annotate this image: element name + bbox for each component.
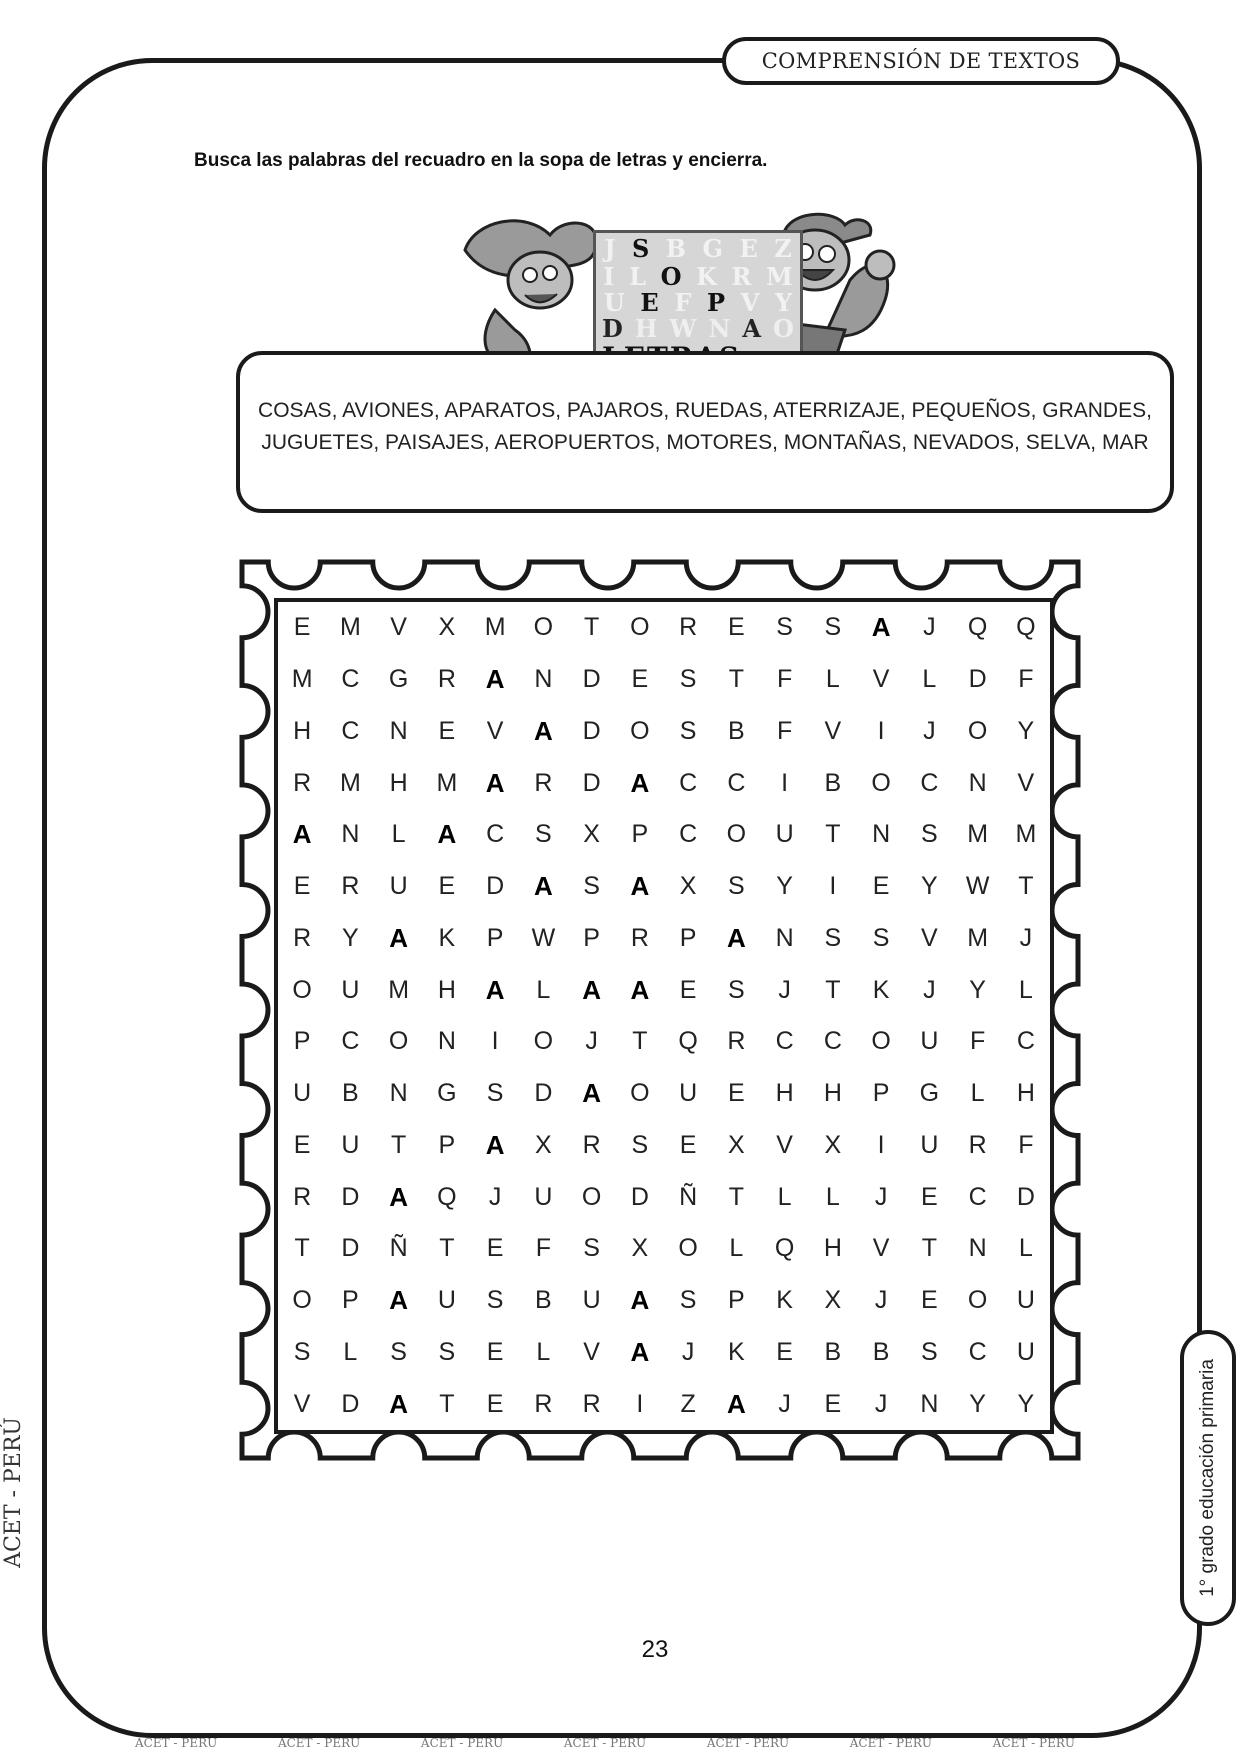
grid-cell[interactable]: H xyxy=(823,1234,842,1263)
grid-cell[interactable]: E xyxy=(728,1079,745,1108)
grid-cell[interactable]: W xyxy=(531,923,556,952)
grid-cell[interactable]: A xyxy=(726,1388,746,1419)
grid-cell[interactable]: S xyxy=(486,1286,504,1315)
grid-cell[interactable]: R xyxy=(293,1182,312,1211)
side-brand: ACET - PERÚ xyxy=(0,1417,26,1568)
grid-cell[interactable]: K xyxy=(438,923,456,952)
grid-cell[interactable]: S xyxy=(679,1286,697,1315)
grid-cell[interactable]: D xyxy=(1016,1182,1035,1211)
grid-cell[interactable]: C xyxy=(968,1182,987,1211)
grid-cell[interactable]: G xyxy=(437,1079,457,1108)
grid-cell[interactable]: M xyxy=(339,613,361,642)
grid-cell[interactable]: J xyxy=(1019,923,1033,952)
grid-cell[interactable]: E xyxy=(293,613,311,642)
grid-cell[interactable]: S xyxy=(872,923,890,952)
logo-letter: E xyxy=(739,234,758,263)
grid-cell[interactable]: X xyxy=(679,872,697,901)
grid-cell[interactable]: M xyxy=(967,820,989,849)
grid-cell[interactable]: C xyxy=(775,1027,794,1056)
grid-cell[interactable]: B xyxy=(824,1337,842,1366)
grid-cell[interactable]: S xyxy=(824,923,842,952)
grid-cell[interactable]: A xyxy=(630,871,650,902)
grid-cell[interactable]: T xyxy=(632,1027,648,1056)
grid-cell[interactable]: C xyxy=(727,768,746,797)
grid-cell[interactable]: L xyxy=(970,1079,985,1108)
grid-cell[interactable]: H xyxy=(437,975,456,1004)
grid-cell[interactable]: K xyxy=(728,1337,745,1366)
grid-cell[interactable]: I xyxy=(877,716,885,745)
grid-cell[interactable]: Ñ xyxy=(389,1234,408,1263)
grid-cell[interactable]: O xyxy=(726,820,747,849)
grid-cell[interactable]: E xyxy=(486,1234,504,1263)
logo-letter: L xyxy=(629,262,646,291)
grid-cell[interactable]: C xyxy=(1016,1027,1035,1056)
grid-cell[interactable]: U xyxy=(341,1130,360,1159)
grid-cell[interactable]: N xyxy=(437,1027,456,1056)
grid-cell[interactable]: N xyxy=(872,820,891,849)
grid-cell[interactable]: C xyxy=(486,820,505,849)
grid-cell[interactable]: J xyxy=(778,975,791,1004)
grid-cell[interactable]: E xyxy=(776,1337,793,1366)
grid-cell[interactable]: H xyxy=(1016,1079,1035,1108)
grade-tab xyxy=(1180,1330,1236,1626)
grid-cell[interactable]: V xyxy=(293,1389,311,1418)
grid-cell[interactable]: O xyxy=(630,613,650,642)
grid-cell[interactable]: O xyxy=(871,1027,891,1056)
grid-cell[interactable]: A xyxy=(485,664,505,695)
logo-letter: O xyxy=(660,262,682,291)
grid-cell[interactable]: A xyxy=(389,1388,409,1419)
grid-cell[interactable]: S xyxy=(631,1130,649,1159)
grid-cell[interactable]: L xyxy=(777,1182,792,1211)
grid-cell[interactable]: E xyxy=(293,1130,311,1159)
grid-cell[interactable]: M xyxy=(1015,820,1037,849)
grid-cell[interactable]: L xyxy=(391,820,406,849)
grid-cell[interactable]: A xyxy=(630,1285,650,1316)
logo-letter: G xyxy=(702,234,724,263)
grid-cell[interactable]: D xyxy=(630,1182,649,1211)
grid-cell[interactable]: B xyxy=(342,1079,359,1108)
grid-cell[interactable]: X xyxy=(438,613,456,642)
grid-cell[interactable]: R xyxy=(582,1389,601,1418)
logo-letter: Y xyxy=(774,288,793,317)
grid-cell[interactable]: N xyxy=(389,716,408,745)
footer-watermark: ACET - PERU xyxy=(277,1736,361,1750)
grid-cell[interactable]: O xyxy=(678,1234,698,1263)
grid-cell[interactable]: Q xyxy=(1016,613,1036,642)
grid-cell[interactable]: T xyxy=(439,1234,455,1263)
word-list-line: JUGUETES, PAISAJES, AEROPUERTOS, MOTORES, MONTAÑAS, NEVADOS, SELVA, MAR xyxy=(261,431,1149,454)
grid-cell[interactable]: Y xyxy=(776,872,793,901)
grid-cell[interactable]: F xyxy=(776,665,793,694)
grid-cell[interactable]: E xyxy=(728,613,745,642)
grid-cell[interactable]: Y xyxy=(1017,716,1035,745)
grid-cell[interactable]: A xyxy=(485,974,505,1005)
logo-letter: V xyxy=(740,288,760,317)
grid-cell[interactable]: Q xyxy=(774,1234,795,1263)
grid-cell[interactable]: Ñ xyxy=(679,1182,698,1211)
grid-cell[interactable]: J xyxy=(874,1286,888,1315)
grid-cell[interactable]: N xyxy=(341,820,360,849)
grid-cell[interactable]: U xyxy=(1016,1286,1035,1315)
logo-letter: B xyxy=(665,234,687,263)
grid-cell[interactable]: H xyxy=(823,1079,842,1108)
grid-cell[interactable]: E xyxy=(486,1389,504,1418)
grid-cell[interactable]: S xyxy=(535,820,552,849)
grid-cell[interactable]: N xyxy=(389,1079,408,1108)
footer-watermark: ACET - PERU xyxy=(992,1736,1075,1750)
grid-cell[interactable]: F xyxy=(535,1234,552,1263)
grid-cell[interactable]: J xyxy=(923,975,936,1004)
grid-cell[interactable]: C xyxy=(823,1027,842,1056)
grid-cell[interactable]: P xyxy=(583,923,600,952)
grid-cell[interactable]: D xyxy=(968,665,987,694)
grid-cell[interactable]: N xyxy=(920,1389,939,1418)
grid-cell[interactable]: R xyxy=(293,923,312,952)
grid-cell[interactable]: D xyxy=(534,1079,553,1108)
grid-cell[interactable]: F xyxy=(1018,665,1034,694)
grid-cell[interactable]: I xyxy=(781,768,789,797)
grade-label: 1° grado educación primaria xyxy=(1197,1359,1218,1597)
grid-cell[interactable]: C xyxy=(920,768,939,797)
grid-cell[interactable]: T xyxy=(390,1130,407,1159)
grid-cell[interactable]: A xyxy=(292,819,312,850)
grid-cell[interactable]: F xyxy=(776,716,793,745)
grid-cell[interactable]: M xyxy=(967,923,989,952)
grid-cell[interactable]: X xyxy=(583,820,600,849)
grid-cell[interactable]: E xyxy=(824,1389,842,1418)
grid-cell[interactable]: F xyxy=(1018,1130,1034,1159)
grid-cell[interactable]: T xyxy=(1018,872,1034,901)
grid-cell[interactable]: S xyxy=(438,1337,456,1366)
instruction-text: Busca las palabras del recuadro en la sopa de letras y encierra. xyxy=(194,150,768,171)
grid-cell[interactable]: S xyxy=(390,1337,407,1366)
grid-cell[interactable]: L xyxy=(729,1234,744,1263)
grid-cell[interactable]: L xyxy=(825,1182,840,1211)
grid-cell[interactable]: E xyxy=(438,872,456,901)
grid-cell[interactable]: F xyxy=(969,1027,986,1056)
logo-letter: Z xyxy=(774,234,792,263)
grid-cell[interactable]: E xyxy=(872,872,890,901)
grid-cell[interactable]: X xyxy=(824,1286,842,1315)
grid-cell[interactable]: A xyxy=(630,1336,650,1367)
grid-cell[interactable]: J xyxy=(585,1027,598,1056)
grid-cell[interactable]: D xyxy=(486,872,505,901)
grid-cell[interactable]: A xyxy=(726,922,746,953)
grid-cell[interactable]: M xyxy=(339,768,361,797)
grid-cell[interactable]: O xyxy=(967,1286,988,1315)
grid-cell[interactable]: E xyxy=(293,872,311,901)
grid-cell[interactable]: X xyxy=(728,1130,745,1159)
grid-cell[interactable]: V xyxy=(921,923,938,952)
grid-cell[interactable]: U xyxy=(582,1286,601,1315)
grid-cell[interactable]: Y xyxy=(921,872,938,901)
grid-cell[interactable]: A xyxy=(630,974,650,1005)
grid-cell[interactable]: V xyxy=(824,716,842,745)
word-list-line: COSAS, AVIONES, APARATOS, PAJAROS, RUEDAS, ATERRIZAJE, PEQUEÑOS, GRANDES, xyxy=(258,399,1152,422)
grid-cell[interactable]: N xyxy=(534,665,553,694)
grid-cell[interactable]: P xyxy=(342,1286,359,1315)
grid-cell[interactable]: A xyxy=(533,715,553,746)
logo-letter: E xyxy=(640,288,659,317)
grid-cell[interactable]: S xyxy=(583,1234,600,1263)
grid-cell[interactable]: U xyxy=(679,1079,698,1108)
grid-cell[interactable]: A xyxy=(389,922,409,953)
grid-cell[interactable]: V xyxy=(872,665,890,694)
grid-cell[interactable]: L xyxy=(922,665,937,694)
grid-cell[interactable]: M xyxy=(436,768,458,797)
grid-cell[interactable]: S xyxy=(728,975,745,1004)
grid-cell[interactable]: P xyxy=(438,1130,456,1159)
grid-cell[interactable]: U xyxy=(920,1027,939,1056)
logo-letter: F xyxy=(674,288,692,317)
grid-cell[interactable]: A xyxy=(582,974,602,1005)
grid-cell[interactable]: C xyxy=(341,716,360,745)
grid-cell[interactable]: O xyxy=(533,1027,554,1056)
grid-cell[interactable]: I xyxy=(829,872,837,901)
grid-cell[interactable]: M xyxy=(484,613,506,642)
grid-cell[interactable]: B xyxy=(728,716,745,745)
grid-cell[interactable]: R xyxy=(630,923,649,952)
grid-cell[interactable]: U xyxy=(293,1079,312,1108)
grid-cell[interactable]: D xyxy=(582,716,601,745)
grid-cell[interactable]: P xyxy=(872,1079,890,1108)
grid-cell[interactable]: J xyxy=(874,1182,888,1211)
logo-letter: P xyxy=(707,288,726,317)
grid-cell[interactable]: E xyxy=(921,1286,938,1315)
grid-cell[interactable]: V xyxy=(1017,768,1035,797)
footer-watermark: ACET - PERU xyxy=(849,1736,933,1750)
grid-cell[interactable]: U xyxy=(1016,1337,1035,1366)
grid-cell[interactable]: U xyxy=(775,820,794,849)
grid-cell[interactable]: R xyxy=(534,768,553,797)
grid-cell[interactable]: A xyxy=(582,1078,602,1109)
grid-cell[interactable]: O xyxy=(630,716,650,745)
footer-watermark: ACET - PERU xyxy=(563,1736,647,1750)
grid-cell[interactable]: O xyxy=(388,1027,409,1056)
footer-watermark: ACET - PERU xyxy=(706,1736,790,1750)
grid-cell[interactable]: E xyxy=(438,716,456,745)
grid-cell[interactable]: I xyxy=(877,1130,885,1159)
footer-watermarks xyxy=(135,1736,1075,1750)
grid-cell[interactable]: X xyxy=(824,1130,842,1159)
grid-cell[interactable]: S xyxy=(921,820,938,849)
grid-cell[interactable]: T xyxy=(921,1234,938,1263)
grid-cell[interactable]: G xyxy=(919,1079,940,1108)
grid-cell[interactable]: R xyxy=(341,872,360,901)
grid-cell[interactable]: U xyxy=(389,872,408,901)
grid-cell[interactable]: S xyxy=(776,613,793,642)
grid-cell[interactable]: Y xyxy=(969,1389,986,1418)
logo-letter: O xyxy=(773,314,794,343)
logo-letter: I xyxy=(603,262,615,291)
grid-cell[interactable]: T xyxy=(825,975,841,1004)
grid-cell[interactable]: L xyxy=(343,1337,358,1366)
grid-cell[interactable]: U xyxy=(534,1182,553,1211)
grid-cell[interactable]: R xyxy=(727,1027,746,1056)
grid-cell[interactable]: O xyxy=(292,975,312,1004)
grid-cell[interactable]: Q xyxy=(967,613,988,642)
grid-cell[interactable]: I xyxy=(636,1389,644,1418)
logo-letter: D xyxy=(602,314,623,343)
grid-cell[interactable]: M xyxy=(388,975,410,1004)
grid-cell[interactable]: S xyxy=(824,613,842,642)
grid-cell[interactable]: T xyxy=(825,820,841,849)
grid-cell[interactable]: P xyxy=(679,923,697,952)
grid-cell[interactable]: H xyxy=(389,768,408,797)
grid-cell[interactable]: H xyxy=(775,1079,794,1108)
grid-cell[interactable]: C xyxy=(968,1337,987,1366)
grid-cell[interactable]: R xyxy=(293,768,312,797)
grid-cell[interactable]: L xyxy=(825,665,840,694)
section-title: COMPRENSIÓN DE TEXTOS xyxy=(722,37,1120,85)
logo-letter: K xyxy=(696,262,717,291)
grid-cell[interactable]: N xyxy=(775,923,794,952)
logo-letter: U xyxy=(603,288,625,317)
grid-cell[interactable]: P xyxy=(728,1286,745,1315)
grid-cell[interactable]: O xyxy=(581,1182,602,1211)
grid-cell[interactable]: V xyxy=(872,1234,890,1263)
grid-cell[interactable]: S xyxy=(921,1337,938,1366)
grid-cell[interactable]: I xyxy=(491,1027,499,1056)
grid-cell[interactable]: B xyxy=(872,1337,890,1366)
logo-letter: W xyxy=(669,314,697,343)
logo-letter: J xyxy=(604,234,616,263)
grid-cell[interactable]: D xyxy=(341,1389,360,1418)
grid-cell[interactable]: U xyxy=(437,1286,456,1315)
grid-cell[interactable]: S xyxy=(679,716,697,745)
grid-cell[interactable]: S xyxy=(583,872,600,901)
grid-cell[interactable]: G xyxy=(388,665,409,694)
grid-cell[interactable]: L xyxy=(1018,1234,1033,1263)
grid-cell[interactable]: W xyxy=(965,872,990,901)
grid-cell[interactable]: C xyxy=(679,820,698,849)
grid-cell[interactable]: V xyxy=(390,613,407,642)
grid-cell[interactable]: Y xyxy=(1017,1389,1035,1418)
grid-cell[interactable]: X xyxy=(535,1130,552,1159)
grid-cell[interactable]: K xyxy=(872,975,890,1004)
grid-cell[interactable]: O xyxy=(292,1286,312,1315)
grid-cell[interactable]: D xyxy=(582,768,601,797)
logo-letter: S xyxy=(632,234,650,263)
grid-cell[interactable]: S xyxy=(728,872,745,901)
grid-cell[interactable]: R xyxy=(582,1130,601,1159)
grid-cell[interactable]: J xyxy=(874,1389,888,1418)
footer-watermark: ACET - PERU xyxy=(420,1736,504,1750)
grid-cell[interactable]: A xyxy=(485,767,505,798)
grid-cell[interactable]: A xyxy=(630,767,650,798)
grid-cell[interactable]: N xyxy=(968,1234,987,1263)
grid-cell[interactable]: Q xyxy=(437,1182,457,1211)
logo-letter: R xyxy=(731,262,752,291)
grid-cell[interactable]: J xyxy=(923,716,936,745)
grid-cell[interactable]: Q xyxy=(678,1027,698,1056)
grid-cell[interactable]: U xyxy=(920,1130,939,1159)
grid-cell[interactable]: T xyxy=(728,1182,745,1211)
grid-cell[interactable]: J xyxy=(778,1389,791,1418)
grid-cell[interactable]: B xyxy=(535,1286,552,1315)
grid-cell[interactable]: P xyxy=(293,1027,311,1056)
page-number: 23 xyxy=(641,1636,669,1663)
grid-cell[interactable]: A xyxy=(389,1181,409,1212)
grid-cell[interactable]: A xyxy=(871,612,891,643)
grid-cell[interactable]: T xyxy=(294,1234,310,1263)
logo-letter: M xyxy=(766,262,793,291)
grid-cell[interactable]: E xyxy=(921,1182,938,1211)
grid-cell[interactable]: T xyxy=(728,665,745,694)
grid-cell[interactable]: L xyxy=(536,975,551,1004)
grid-cell[interactable]: A xyxy=(533,871,553,902)
grid-cell[interactable]: R xyxy=(534,1389,553,1418)
word-list-box xyxy=(236,351,1174,513)
grid-cell[interactable]: T xyxy=(583,613,600,642)
grid-cell[interactable]: Z xyxy=(680,1389,696,1418)
grid-cell[interactable]: C xyxy=(679,768,698,797)
grid-cell[interactable]: H xyxy=(293,716,312,745)
grid-cell[interactable]: K xyxy=(776,1286,793,1315)
grid-cell[interactable]: E xyxy=(631,665,649,694)
grid-cell[interactable]: Y xyxy=(969,975,986,1004)
grid-cell[interactable]: T xyxy=(439,1389,455,1418)
grid-cell[interactable]: S xyxy=(679,665,697,694)
grid-cell[interactable]: A xyxy=(485,1129,505,1160)
grid-cell[interactable]: S xyxy=(293,1337,311,1366)
grid-cell[interactable]: R xyxy=(968,1130,987,1159)
grid-cell[interactable]: O xyxy=(630,1079,650,1108)
footer-watermark: ACET - PERU xyxy=(135,1736,218,1750)
grid-cell[interactable]: E xyxy=(679,975,697,1004)
grid-cell[interactable]: O xyxy=(871,768,891,797)
grid-cell[interactable]: Y xyxy=(342,923,359,952)
grid-cell[interactable]: J xyxy=(488,1182,502,1211)
grid-cell[interactable]: O xyxy=(967,716,988,745)
grid-cell[interactable]: C xyxy=(341,665,360,694)
grid-cell[interactable]: V xyxy=(486,716,504,745)
grid-cell[interactable]: N xyxy=(968,768,987,797)
grid-cell[interactable]: J xyxy=(923,613,936,642)
grid-cell[interactable]: M xyxy=(291,665,313,694)
grid-cell[interactable]: U xyxy=(341,975,360,1004)
grid-cell[interactable]: V xyxy=(776,1130,793,1159)
grid-cell[interactable]: A xyxy=(437,819,457,850)
grid-cell[interactable]: P xyxy=(486,923,504,952)
grid-cell[interactable]: C xyxy=(341,1027,360,1056)
grid-cell[interactable]: L xyxy=(536,1337,551,1366)
word-search-grid xyxy=(274,598,1054,1434)
logo-letter: H xyxy=(634,314,658,343)
grid-cell[interactable]: S xyxy=(486,1079,504,1108)
grid-cell[interactable]: D xyxy=(341,1182,360,1211)
grid-cell[interactable]: D xyxy=(582,665,601,694)
grid-cell[interactable]: L xyxy=(1018,975,1033,1004)
logo-letter: A xyxy=(742,314,762,343)
grid-cell[interactable]: J xyxy=(681,1337,695,1366)
grid-cell[interactable]: O xyxy=(533,613,554,642)
grid-cell[interactable]: A xyxy=(389,1285,409,1316)
grid-cell[interactable]: B xyxy=(824,768,842,797)
grid-cell[interactable]: E xyxy=(679,1130,697,1159)
grid-cell[interactable]: P xyxy=(631,820,649,849)
grid-cell[interactable]: R xyxy=(437,665,456,694)
logo-letter: N xyxy=(708,314,731,343)
grid-cell[interactable]: E xyxy=(486,1337,504,1366)
grid-cell[interactable]: V xyxy=(583,1337,600,1366)
grid-cell[interactable]: D xyxy=(341,1234,360,1263)
grid-cell[interactable]: R xyxy=(679,613,698,642)
grid-cell[interactable]: X xyxy=(631,1234,649,1263)
